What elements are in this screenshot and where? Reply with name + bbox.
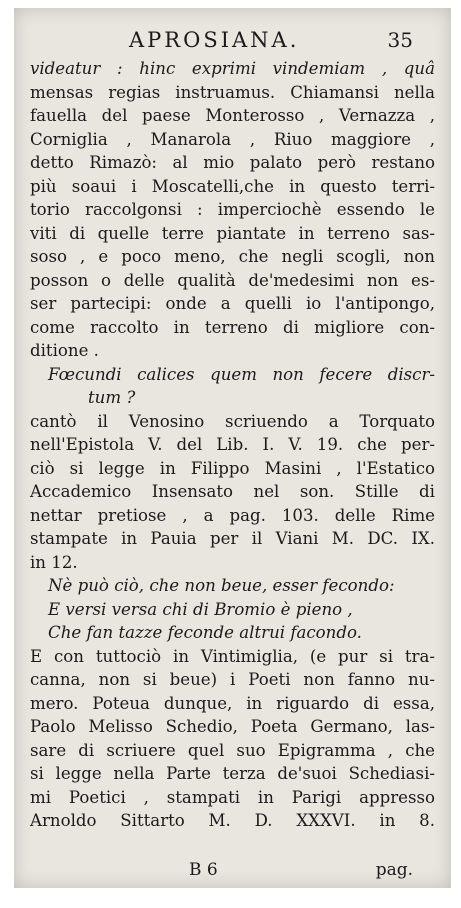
text-line: Paolo Melisso Schedio, Poeta Germano, las- xyxy=(30,717,435,736)
text-line: in 12. xyxy=(30,552,78,572)
text-line: si legge nella Parte terza de'suoi Schediasi- xyxy=(30,764,435,783)
text-line: detto Rimazò: al mio palato però restano xyxy=(30,153,435,172)
text-line: mero. Poteua dunque, in riguardo di essa, xyxy=(30,693,435,713)
page-footer xyxy=(14,860,451,884)
text-line: stampate in Pauia per il Viani M. DC. IX. xyxy=(30,529,435,548)
text-line: più soaui i Moscatelli,che in questo terri- xyxy=(30,176,435,196)
text-line: canna, non si beue) i Poeti non fanno nu- xyxy=(30,670,435,689)
text-line: videatur : hinc exprimi vindemiam , quâ xyxy=(30,59,435,78)
text-line: fauella del paese Monterosso , Vernazza , xyxy=(30,106,435,125)
text-line: Corniglia , Manarola , Riuo maggiore , xyxy=(30,129,435,149)
verse-line: Nè può ciò, che non beue, esser fecondo: xyxy=(48,576,395,595)
text-line: nettar pretiose , a pag. 103. delle Rime xyxy=(30,505,435,525)
catchword: pag. xyxy=(375,860,413,880)
book-page xyxy=(14,8,451,888)
text-line: ciò si legge in Filippo Masini , l'Estatico xyxy=(30,458,435,478)
verse-line: Che fan tazze feconde altrui facondo. xyxy=(48,623,362,642)
quote-line: Fœcundi calices quem non fecere discr- xyxy=(48,364,435,384)
text-line: come raccolto in terreno di migliore con- xyxy=(30,317,435,337)
text-line: ser partecipi: onde a quelli io l'antipongo, xyxy=(30,294,435,313)
text-line: torio raccolgonsi : imperciochè essendo le xyxy=(30,200,435,219)
running-title: APROSIANA. xyxy=(129,28,300,52)
body-text xyxy=(30,57,435,833)
page-header xyxy=(14,24,451,54)
verse-line: E versi versa chi di Bromio è pieno , xyxy=(48,599,353,619)
page-number: 35 xyxy=(387,28,413,52)
text-line: cantò il Venosino scriuendo a Torquato xyxy=(30,411,435,431)
text-line: posson o delle qualità de'medesimi non es- xyxy=(30,270,435,290)
signature-mark: B 6 xyxy=(189,860,218,880)
text-line: ditione . xyxy=(30,341,99,360)
text-line: Arnoldo Sittarto M. D. XXXVI. in 8. xyxy=(30,811,435,830)
text-line: E con tuttociò in Vintimiglia, (e pur si tra- xyxy=(30,646,435,666)
text-line: sare di scriuere quel suo Epigramma , che xyxy=(30,740,435,760)
text-line: nell'Epistola V. del Lib. I. V. 19. che per- xyxy=(30,435,435,454)
quote-line: tum ? xyxy=(88,388,136,407)
text-line: viti di quelle terre piantate in terreno sas- xyxy=(30,223,435,243)
text-line: mensas regias instruamus. Chiamansi nella xyxy=(30,82,435,102)
text-line: mi Poetici , stampati in Parigi appresso xyxy=(30,787,435,807)
text-line: Accademico Insensato nel son. Stille di xyxy=(30,482,435,501)
text-line: soso , e poco meno, che negli scogli, non xyxy=(30,247,435,266)
